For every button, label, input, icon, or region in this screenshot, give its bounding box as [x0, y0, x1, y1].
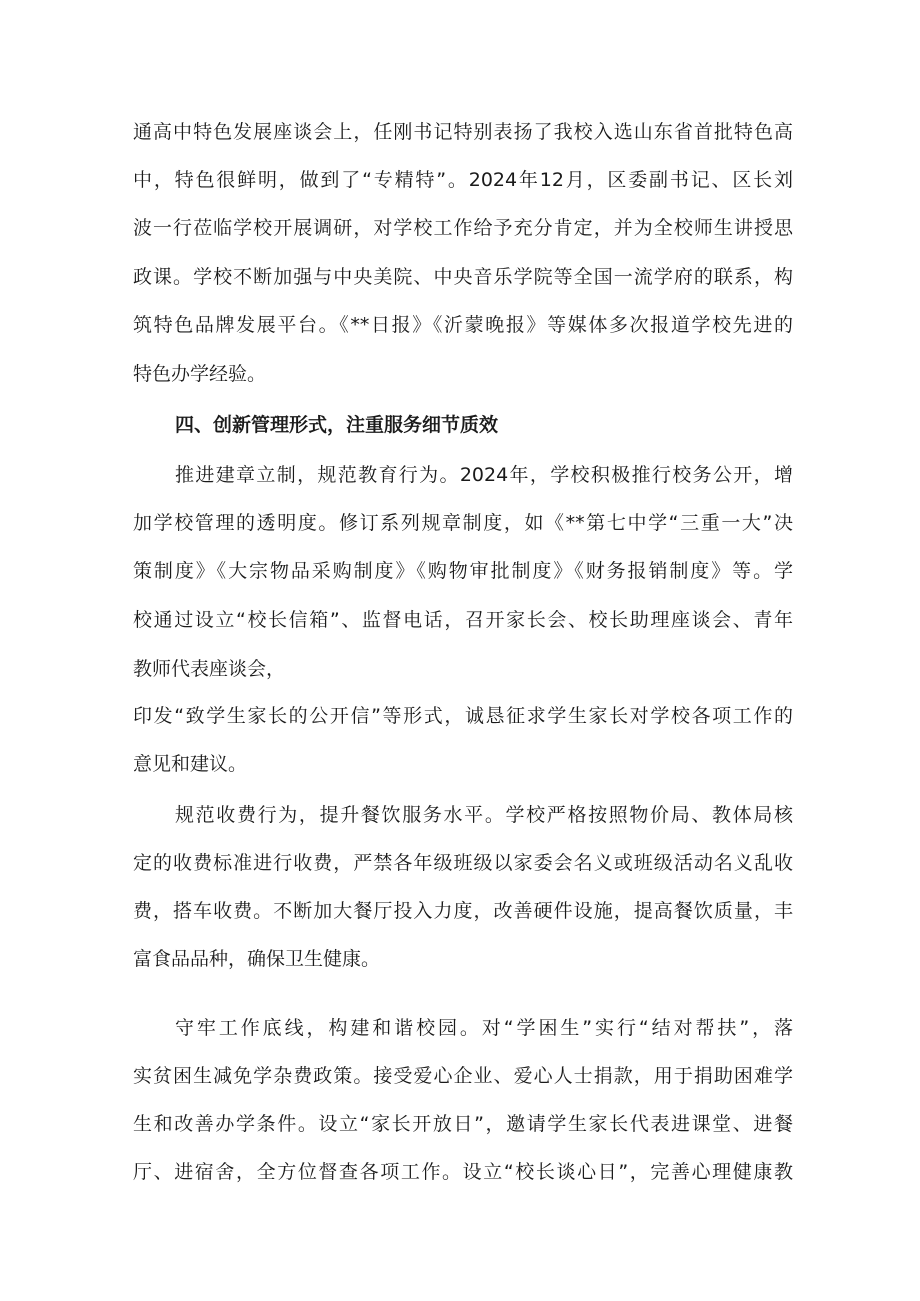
- text-line: 厅、进宿舍，全方位督查各项工作。设立“校长谈心日”，完善心理健康教: [133, 1161, 793, 1183]
- text-line: 波一行莅临学校开展调研，对学校工作给予充分肯定，并为全校师生讲授思: [133, 217, 793, 239]
- text-line: 意见和建议。: [133, 753, 248, 775]
- text-line: 筑特色品牌发展平台。《**日报》《沂蒙晚报》等媒体多次报道学校先进的: [133, 314, 793, 336]
- section-heading: 四、创新管理形式，注重服务细节质效: [175, 414, 499, 436]
- text-line: 富食品品种，确保卫生健康。: [133, 948, 381, 970]
- text-line: 校通过设立“校长信箱”、监督电话，召开家长会、校长助理座谈会、青年: [133, 609, 793, 631]
- text-line: 实贫困生减免学杂费政策。接受爱心企业、爱心人士捐款，用于捐助困难学: [133, 1065, 793, 1087]
- text-line: 定的收费标准进行收费，严禁各年级班级以家委会名义或班级活动名义乱收: [133, 852, 793, 874]
- text-line: 守牢工作底线，构建和谐校园。对“学困生”实行“结对帮扶”，落: [175, 1017, 793, 1039]
- text-line: 通高中特色发展座谈会上，任刚书记特别表扬了我校入选山东省首批特色高: [133, 121, 793, 143]
- text-line: 政课。学校不断加强与中央美院、中央音乐学院等全国一流学府的联系，构: [133, 266, 793, 288]
- text-line: 加学校管理的透明度。修订系列规章制度，如《**第七中学“三重一大”决: [133, 512, 793, 534]
- text-line: 生和改善办学条件。设立“家长开放日”，邀请学生家长代表进课堂、进餐: [133, 1113, 793, 1135]
- text-line: 推进建章立制，规范教育行为。2024年，学校积极推行校务公开，增: [175, 464, 793, 486]
- text-line: 中，特色很鲜明，做到了“专精特”。2024年12月，区委副书记、区长刘: [133, 169, 793, 191]
- text-line: 策制度》《大宗物品采购制度》《购物审批制度》《财务报销制度》等。学: [133, 560, 793, 582]
- text-line: 特色办学经验。: [133, 363, 267, 385]
- text-line: 规范收费行为，提升餐饮服务水平。学校严格按照物价局、教体局核: [175, 804, 793, 826]
- text-line: 印发“致学生家长的公开信”等形式，诚恳征求学生家长对学校各项工作的: [133, 705, 793, 727]
- text-line: 教师代表座谈会，: [133, 658, 286, 680]
- text-line: 费，搭车收费。不断加大餐厅投入力度，改善硬件设施，提高餐饮质量，丰: [133, 900, 793, 922]
